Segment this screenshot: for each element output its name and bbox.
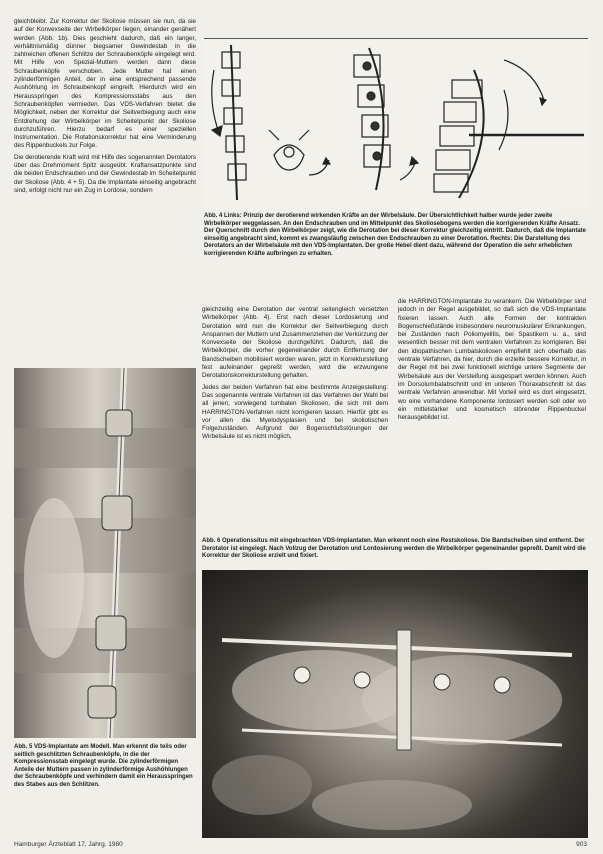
vds-implant-model xyxy=(14,368,196,738)
right-paragraph-1: die HARRINGTON-Implantate zu verankern. Die Wirbelkörper sind jedoch in der Regel ausgebildet, so daß sich die VDS-Implantate fixieren lassen. Auch alle Formen der kontrakten Bogenschießstände insbesondere neuromuskulärer Erkrankungen, bei Zuständen nach Poliomyelitis, bei Spastikern u. a., sind wesentlich besser mit dem ventralen Verfahren zu korrigieren. Bei den idiopathischen Lumbalskoliosen empfiehlt sich oberhalb das ventrale Verfahren, da hier, durch die erzielte bessere Korrektur, in der Regel mit bei zwei funktionell wichtige untere Segmente der Wirbelsäule aus der Versteifung ausgespart werden können. Auch im Dorsolumbalabschnitt und im unteren Thoraxabschnitt ist das ventrale Verfahren anwendbar. Mit Vorteil wird es dort eingesetzt, wo eine vorhandene Komponente lordosiert werden soll oder wo ein mittelstarker und kosmetisch störender Rippenbuckel herausgebildet ist. xyxy=(398,298,586,422)
operation-situs xyxy=(202,570,588,838)
figure-4-diagram xyxy=(204,40,588,210)
spine-derotation-illustration xyxy=(204,40,588,210)
figure-4-caption: Abb. 4 Links: Prinzip der derotierend wirkenden Kräfte an der Wirbelsäule. Der Übersichtlichkeit halber wurde jeder zweite Wirbelkörper weggelassen. An den Endschrauben und im Mittelpunkt des Skoliosebogens werden die korrigierenden Kräfte Ansatz. Der Querschnitt durch den Wirbelkörper zeigt, wie die Derotation bei dieser Korrektur gleichzeitig eintritt. Dadurch, daß die Implantate einseitig angebracht sind, kommt es zwangsläufig zwischen den Endschrauben zu einer Derotation. Rechts: Die Darstellung des Derotators an der Wirbelsäule mit den VDS-Implantaten. Der große Hebel dient dazu, während der Operation die sehr erheblichen korrigierenden Kräfte aufbringen zu erhalten. xyxy=(204,213,587,257)
left-paragraph-1: gleichbleibt. Zur Korrektur der Skoliose müssen sie nun, da sie auf der Konvexseite der Wirbelkörper liegen, einander genähert werden (Abb. 1b). Dies geschieht dadurch, daß ein langer, verhältnismäßig dünner biegsamer Gewindestab in die zahlreichen offenen Schlitze der Schraubenköpfe eingelegt wird. Mit Hilfe von Spezial-Muttern werden dann diese Schraubenköpfe verschoben. Jede Mutter hat einen zylinderförmigen Anteil, der in eine entsprechend passende Aushöhlung im Schraubenkopf eingreift. Hierdurch wird ein Herausspringen des Kompressionsstabs aus den Schraubenköpfen vermieden. Das VDS-Verfahren bietet die Möglichkeit, neben der Korrektur der Seitverbiegung auch eine Entdrehung der Wirbelkörper im Scheitelpunkt der Skoliose durchzuführen. Hierzu bedarf es einer speziellen Instrumentation. Die Rotationskorrektur hat eine Verminderung des Rippenbuckels zur Folge. xyxy=(14,18,196,150)
figure-6-caption: Abb. 6 Operationssitus mit eingebrachten VDS-Implantaten. Man erkennt noch eine Restskoliose. Die Bandscheiben sind entfernt. Der Derotator ist eingelegt. Nach Vollzug der Derotation und Lordosierung werden die Wirbelkörper gegeneinander gepreßt. Damit wird die Korrektur der Skoliose erzielt und fixiert. xyxy=(202,538,586,560)
middle-column-text xyxy=(202,306,388,445)
page-number: 903 xyxy=(576,841,587,848)
figure-4-top-rule xyxy=(204,38,588,39)
figure-6-photo xyxy=(202,570,588,838)
left-paragraph-2: Die derotierende Kraft wird mit Hilfe des sogenannten Derotators über das Drehmoment Spitz ausgeübt. Kraftansatzpunkte sind die beiden Endschrauben und der Gewindestab im Scheitelpunkt der Skoliose (Abb. 4 + 5). Da die Implantate einseitig angebracht sind, erfolgt nicht nur ein Zug in Lordose, sondern xyxy=(14,153,196,194)
right-column-text xyxy=(398,298,586,425)
middle-paragraph-2: Jedes der beiden Verfahren hat eine bestimmte Anzeigestellung: Das sogenannte ventrale Verfahren ist das Verfahren der Wahl bei all jenen, vorwiegend lumbalen Skoliosen, die sich mit dem HARRINGTON-Verfahren nicht korrigieren lassen. Hierfür gibt es vor allen die Myelodysplasien und bei skoliotischen Folgezuständen. Aufgrund der Bogenschlußstörungen der Wirbelsäule ist es nicht möglich, xyxy=(202,383,388,441)
middle-paragraph-1: gleichzeitig eine Derotation der ventral seitengleich versetzten Wirbelkörper (Abb. 4). Erst nach dieser Lordosierung und Derotation wird nun die Korrektur der Seitverbiegung durch Anspannen der Muttern und Zusammenziehen der Verkürzung der Konvexseite der Skoliose durchgeführt. Dadurch, daß die Wirbelkörper, die vorher gegeneinander durch Entfernung der Bandscheiben mobilisiert worden waren, jetzt in Korrekturstellung fest aufeinander gepreßt werden, wird die erzwungene Derotationskorrekturstellung gehalten. xyxy=(202,306,388,380)
footer-journal: Hamburger Ärzteblatt 17, Jahrg. 1980 xyxy=(14,841,123,848)
left-column-text xyxy=(14,18,196,198)
figure-5-photo xyxy=(14,368,196,738)
figure-5-caption: Abb. 5 VDS-Implantate am Modell. Man erkennt die teils oder seitlich geschlitzten Schraubenköpfe, in die der Kompressionsstab eingelegt wurde. Die zylinderförmigen Anteile der Muttern passen in zylinderförmige Aushöhlungen der Schraubenköpfe und verhindern damit ein Herausspringen des Stabes aus den Schlitzen. xyxy=(14,744,193,788)
